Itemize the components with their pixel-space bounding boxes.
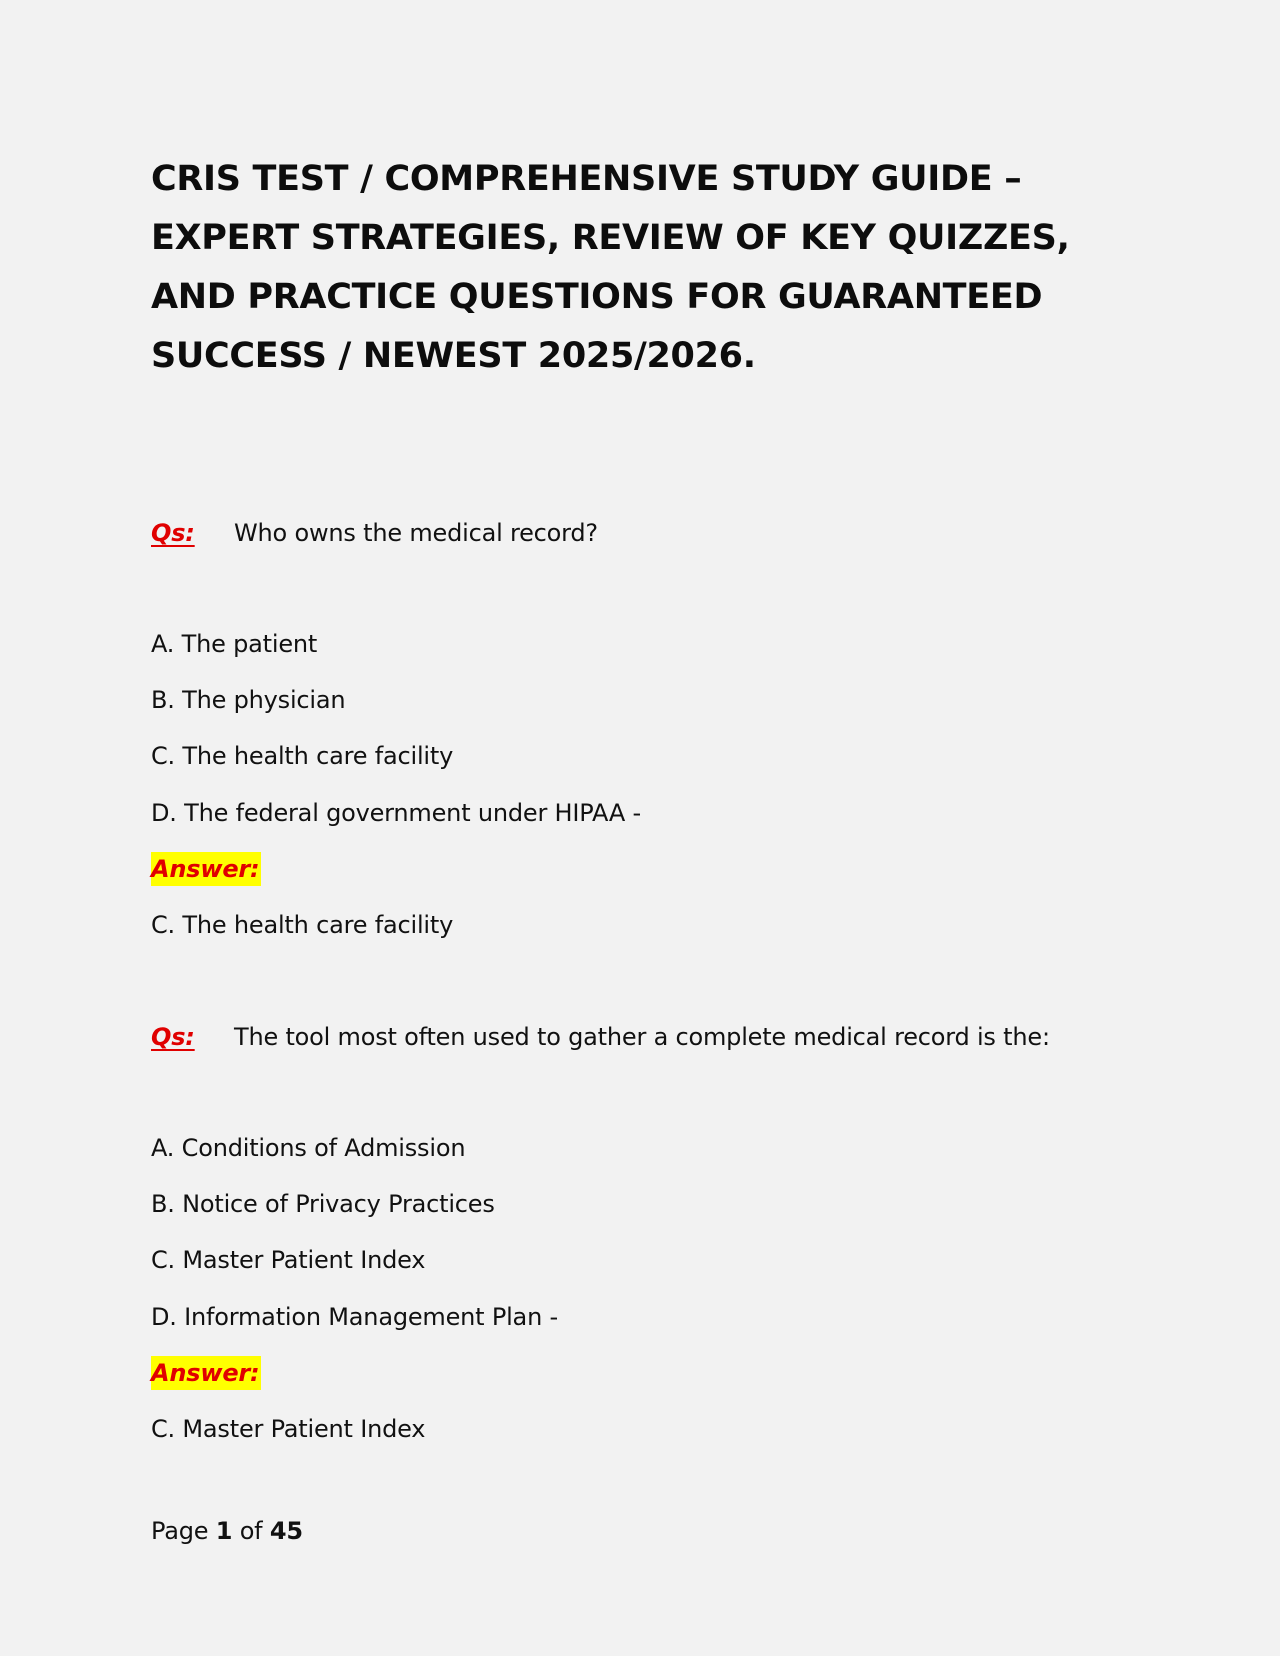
question-2-option-a: A. Conditions of Admission: [151, 1134, 466, 1162]
page-footer: [151, 1514, 303, 1548]
document-title: CRIS TEST / COMPREHENSIVE STUDY GUIDE – EXPERT STRATEGIES, REVIEW OF KEY QUIZZES, AND PRACTICE QUESTIONS FOR GUARANTEED SUCCESS / NEWEST 2025/2026.: [151, 159, 1070, 376]
question-2-answer-label: Answer:: [151, 1356, 261, 1390]
question-2-option-c: C. Master Patient Index: [151, 1246, 426, 1274]
footer-current-page: 1: [215, 1517, 233, 1545]
question-1-answer-row: [151, 852, 261, 886]
footer-of-word: of: [239, 1517, 263, 1545]
question-1-option-c: C. The health care facility: [151, 742, 454, 770]
question-1: [151, 516, 598, 550]
question-2-option-d: D. Information Management Plan -: [151, 1303, 558, 1331]
question-2: [151, 1020, 1050, 1054]
question-2-answer-row: [151, 1356, 261, 1390]
question-1-option-d: D. The federal government under HIPAA -: [151, 799, 642, 827]
question-1-label: Qs:: [151, 519, 195, 547]
question-1-answer-label: Answer:: [151, 852, 261, 886]
footer-total-pages: 45: [269, 1517, 303, 1545]
question-2-text: The tool most often used to gather a complete medical record is the:: [234, 1023, 1050, 1051]
question-1-text: Who owns the medical record?: [234, 519, 598, 547]
footer-page-word: Page: [151, 1517, 209, 1545]
question-1-option-b: B. The physician: [151, 686, 346, 714]
question-1-option-a: A. The patient: [151, 630, 318, 658]
question-2-answer: C. Master Patient Index: [151, 1415, 426, 1443]
question-2-label: Qs:: [151, 1023, 195, 1051]
question-1-answer: C. The health care facility: [151, 911, 454, 939]
question-2-option-b: B. Notice of Privacy Practices: [151, 1190, 495, 1218]
